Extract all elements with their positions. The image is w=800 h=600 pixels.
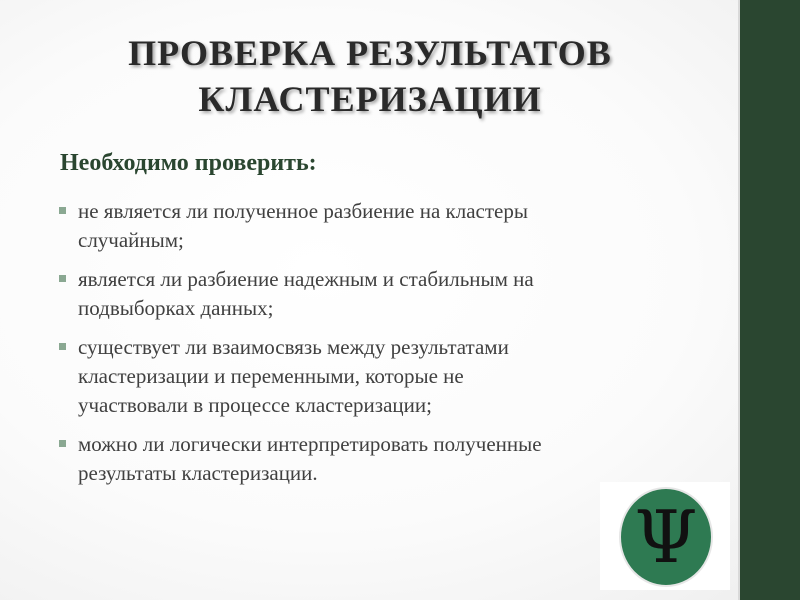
bullet-line: кластеризации и переменными, которые не (78, 364, 464, 388)
bullet-line: является ли разбиение надежным и стабильным на (78, 267, 534, 291)
bullet-line: существует ли взаимосвязь между результатами (78, 335, 509, 359)
bullet-line: результаты кластеризации. (78, 461, 318, 485)
bullet-marker-icon (59, 275, 66, 282)
bullet-line: можно ли логически интерпретировать полученные (78, 432, 542, 456)
psi-logo-svg (600, 482, 730, 590)
bullet-line: подвыборках данных; (78, 296, 274, 320)
bullet-item (58, 430, 678, 488)
bullet-line: участвовали в процессе кластеризации; (78, 393, 432, 417)
slide-subtitle: Необходимо проверить: (60, 150, 317, 176)
bullet-item (58, 265, 678, 323)
psi-logo-icon (600, 482, 730, 590)
logo-psi-glyph: Ψ (634, 495, 698, 579)
bullet-item (58, 197, 678, 255)
side-band (740, 0, 800, 600)
bullet-marker-icon (59, 440, 66, 447)
slide-title (40, 30, 700, 122)
slide-title-line-1: ПРОВЕРКА РЕЗУЛЬТАТОВ (128, 33, 612, 73)
bullet-line: не является ли полученное разбиение на кластеры (78, 199, 528, 223)
bullet-marker-icon (59, 343, 66, 350)
bullet-line: случайным; (78, 228, 184, 252)
bullet-list (58, 197, 678, 498)
bullet-item (58, 333, 678, 420)
bullet-marker-icon (59, 207, 66, 214)
slide-title-line-2: КЛАСТЕРИЗАЦИИ (198, 79, 542, 119)
